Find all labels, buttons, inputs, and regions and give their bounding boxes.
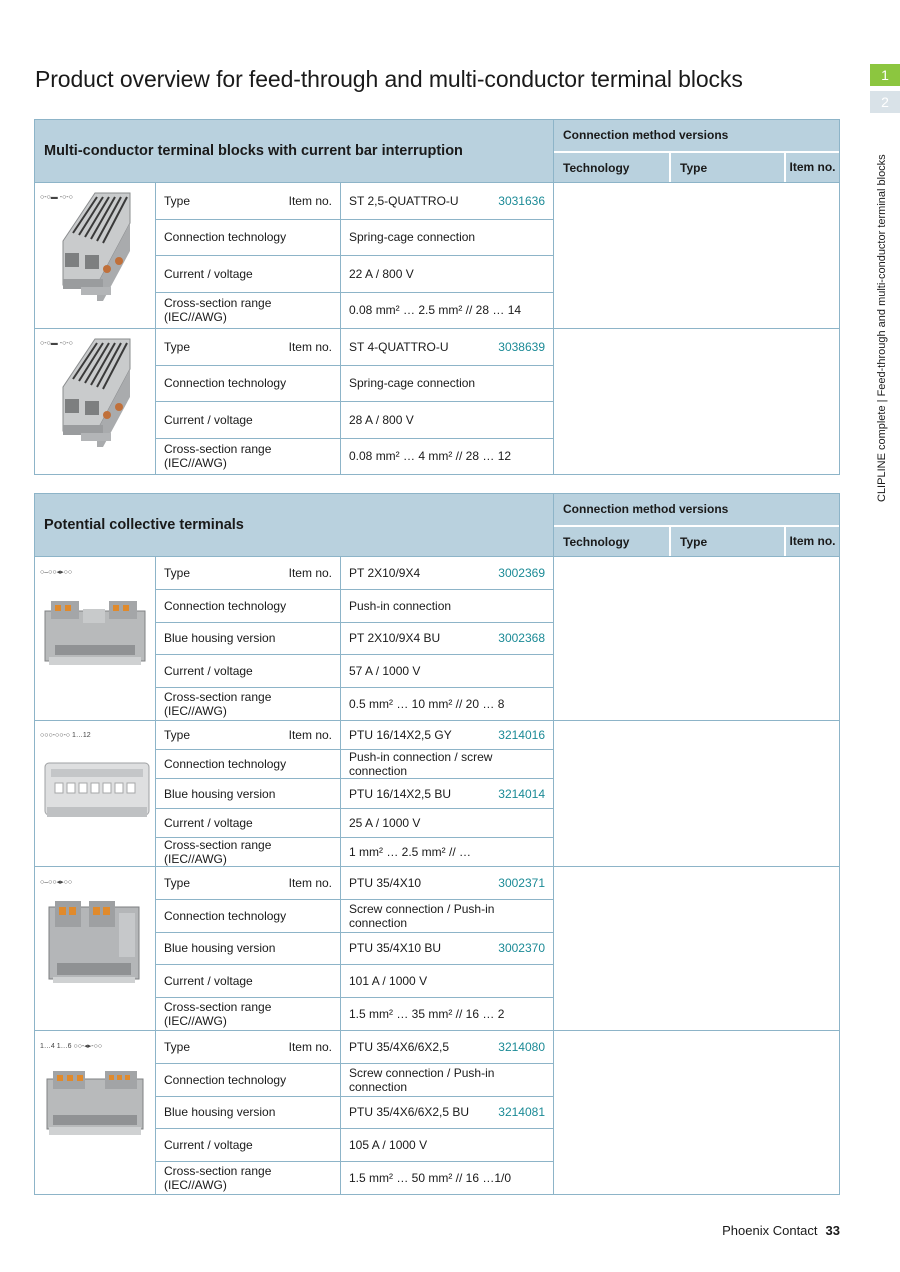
label-cross: Cross-section range (IEC//AWG) (164, 1000, 272, 1029)
circuit-symbol: ○-○▬ -○-○ (40, 194, 73, 201)
spec-rows (155, 183, 554, 328)
item-number[interactable]: 3002369 (498, 565, 545, 580)
current-value: 25 A / 1000 V (349, 815, 421, 830)
blue-type-value: PTU 16/14X2,5 BU (349, 786, 452, 801)
item-number[interactable]: 3038639 (498, 339, 545, 354)
product-block (34, 721, 840, 867)
spec-row-blue (156, 623, 553, 656)
label-item-no: Item no. (288, 875, 332, 890)
label-connection: Connection technology (164, 1072, 287, 1087)
label-cross: Cross-section range (IEC//AWG) (164, 296, 272, 325)
spec-row-cross (156, 293, 553, 329)
type-value: PT 2X10/9X4 (349, 565, 421, 580)
label-connection: Connection technology (164, 757, 287, 772)
spec-row-connection (156, 1064, 553, 1097)
label-current: Current / voltage (164, 815, 253, 830)
label-type: Type (164, 193, 191, 208)
spec-row-connection (156, 750, 553, 779)
page-footer (722, 1223, 840, 1238)
side-running-title: CLIPLINE complete | Feed-through and multi-conductor terminal blocks (876, 154, 888, 502)
label-cross: Cross-section range (IEC//AWG) (164, 442, 272, 471)
label-current: Current / voltage (164, 1138, 253, 1153)
col-item-no: Item no. (789, 160, 836, 174)
col-technology: Technology (554, 153, 671, 182)
spec-rows (155, 557, 554, 720)
spec-row-connection (156, 900, 553, 933)
circuit-symbol: ○○○-○○-○ 1…12 (40, 732, 91, 739)
spec-row-cross (156, 838, 553, 866)
label-blue: Blue housing version (164, 1105, 276, 1120)
label-cross: Cross-section range (IEC//AWG) (164, 690, 272, 719)
chapter-tab-2[interactable]: 2 (870, 91, 900, 113)
product-image (35, 183, 155, 328)
item-number[interactable]: 3002371 (498, 875, 545, 890)
blue-item-number[interactable]: 3002370 (498, 941, 545, 956)
spec-rows (155, 721, 554, 866)
label-type: Type (164, 875, 191, 890)
page-number: 33 (825, 1223, 840, 1238)
type-value: PTU 35/4X10 (349, 875, 422, 890)
product-image (35, 867, 155, 1030)
spec-row-current (156, 809, 553, 838)
spec-row-type (156, 721, 553, 750)
connection-value: Spring-cage connection (349, 376, 476, 391)
product-block (34, 329, 840, 475)
spec-row-type (156, 183, 553, 220)
label-type: Type (164, 1039, 191, 1054)
spec-row-blue (156, 1097, 553, 1130)
section-title: Potential collective terminals (44, 517, 244, 533)
product-block (34, 1031, 840, 1195)
label-cross: Cross-section range (IEC//AWG) (164, 1164, 272, 1193)
current-value: 57 A / 1000 V (349, 664, 421, 679)
label-item-no: Item no. (288, 565, 332, 580)
spec-row-blue (156, 933, 553, 966)
spec-rows (155, 329, 554, 474)
product-image (35, 329, 155, 474)
label-type: Type (164, 728, 191, 743)
item-number[interactable]: 3031636 (498, 193, 545, 208)
spec-rows (155, 1031, 554, 1194)
spec-row-type (156, 557, 553, 590)
spec-row-connection (156, 366, 553, 403)
col-technology: Technology (554, 527, 671, 556)
current-value: 101 A / 1000 V (349, 974, 428, 989)
connection-value: Push-in connection / screw connection (349, 750, 493, 779)
label-blue: Blue housing version (164, 631, 276, 646)
spec-row-current (156, 256, 553, 293)
cross-value: 0.5 mm² … 10 mm² // 20 … 8 (349, 697, 505, 712)
label-current: Current / voltage (164, 664, 253, 679)
connection-value: Screw connection / Push-in connection (349, 1065, 495, 1094)
spec-row-current (156, 965, 553, 998)
spec-row-type (156, 329, 553, 366)
blue-item-number[interactable]: 3002368 (498, 631, 545, 646)
item-number[interactable]: 3214080 (498, 1039, 545, 1054)
connection-value: Push-in connection (349, 598, 452, 613)
product-image (35, 721, 155, 866)
cross-value: 1 mm² … 2.5 mm² // … (349, 844, 472, 859)
type-value: PTU 35/4X6/6X2,5 (349, 1039, 450, 1054)
type-value: ST 2,5-QUATTRO-U (349, 193, 459, 208)
spec-row-connection (156, 220, 553, 257)
label-item-no: Item no. (288, 1039, 332, 1054)
footer-brand: Phoenix Contact (722, 1223, 818, 1238)
blue-type-value: PTU 35/4X6/6X2,5 BU (349, 1105, 470, 1120)
connection-value: Spring-cage connection (349, 230, 476, 245)
cross-value: 1.5 mm² … 50 mm² // 16 …1/0 (349, 1171, 512, 1186)
circuit-symbol: ○-○▬ -○-○ (40, 340, 73, 347)
product-block (34, 557, 840, 721)
col-type: Type (671, 527, 786, 556)
product-block (34, 183, 840, 329)
label-current: Current / voltage (164, 974, 253, 989)
cross-value: 0.08 mm² … 4 mm² // 28 … 12 (349, 449, 512, 464)
section-header (34, 493, 840, 557)
spec-rows (155, 867, 554, 1030)
label-connection: Connection technology (164, 908, 287, 923)
spec-row-cross (156, 1162, 553, 1194)
spec-row-connection (156, 590, 553, 623)
current-value: 22 A / 800 V (349, 266, 414, 281)
product-image (35, 557, 155, 720)
spec-row-current (156, 402, 553, 439)
current-value: 28 A / 800 V (349, 412, 414, 427)
spec-row-type (156, 1031, 553, 1064)
label-type: Type (164, 339, 191, 354)
cross-value: 1.5 mm² … 35 mm² // 16 … 2 (349, 1007, 505, 1022)
product-block (34, 867, 840, 1031)
circuit-symbol: ○–○○◂▸○○ (40, 879, 73, 886)
spec-row-cross (156, 439, 553, 475)
connection-method-versions-header (553, 494, 839, 556)
col-type: Type (671, 153, 786, 182)
label-item-no: Item no. (288, 728, 332, 743)
current-value: 105 A / 1000 V (349, 1138, 428, 1153)
page-title: Product overview for feed-through and multi-conductor terminal blocks (35, 66, 743, 92)
spec-row-cross (156, 688, 553, 720)
cross-value: 0.08 mm² … 2.5 mm² // 28 … 14 (349, 303, 522, 318)
section-header (34, 119, 840, 183)
chapter-tab-1[interactable]: 1 (870, 64, 900, 86)
spec-row-type (156, 867, 553, 900)
label-item-no: Item no. (288, 339, 332, 354)
label-blue: Blue housing version (164, 786, 276, 801)
spec-row-blue (156, 779, 553, 808)
circuit-symbol: ○–○○◂▸○○ (40, 569, 73, 576)
product-image (35, 1031, 155, 1194)
label-current: Current / voltage (164, 266, 253, 281)
label-current: Current / voltage (164, 412, 253, 427)
section-multi-conductor (34, 119, 840, 475)
label-type: Type (164, 565, 191, 580)
connection-value: Screw connection / Push-in connection (349, 901, 495, 930)
connection-method-versions-header (553, 120, 839, 182)
label-connection: Connection technology (164, 598, 287, 613)
section-title: Multi-conductor terminal blocks with current bar interruption (44, 143, 463, 159)
blue-item-number[interactable]: 3214014 (498, 786, 545, 801)
label-connection: Connection technology (164, 376, 287, 391)
spec-row-current (156, 1129, 553, 1162)
blue-type-value: PTU 35/4X10 BU (349, 941, 442, 956)
cmv-title: Connection method versions (554, 494, 839, 527)
item-number[interactable]: 3214016 (498, 728, 545, 743)
spec-row-current (156, 655, 553, 688)
cmv-title: Connection method versions (554, 120, 839, 153)
type-value: ST 4-QUATTRO-U (349, 339, 449, 354)
blue-type-value: PT 2X10/9X4 BU (349, 631, 441, 646)
label-blue: Blue housing version (164, 941, 276, 956)
label-item-no: Item no. (288, 193, 332, 208)
label-cross: Cross-section range (IEC//AWG) (164, 837, 272, 866)
label-connection: Connection technology (164, 230, 287, 245)
circuit-symbol: 1…4 1…6 ○○-◂▸-○○ (40, 1043, 103, 1050)
section-potential-collective (34, 493, 840, 1195)
type-value: PTU 16/14X2,5 GY (349, 728, 452, 743)
col-item-no: Item no. (789, 534, 836, 548)
blue-item-number[interactable]: 3214081 (498, 1105, 545, 1120)
spec-row-cross (156, 998, 553, 1030)
